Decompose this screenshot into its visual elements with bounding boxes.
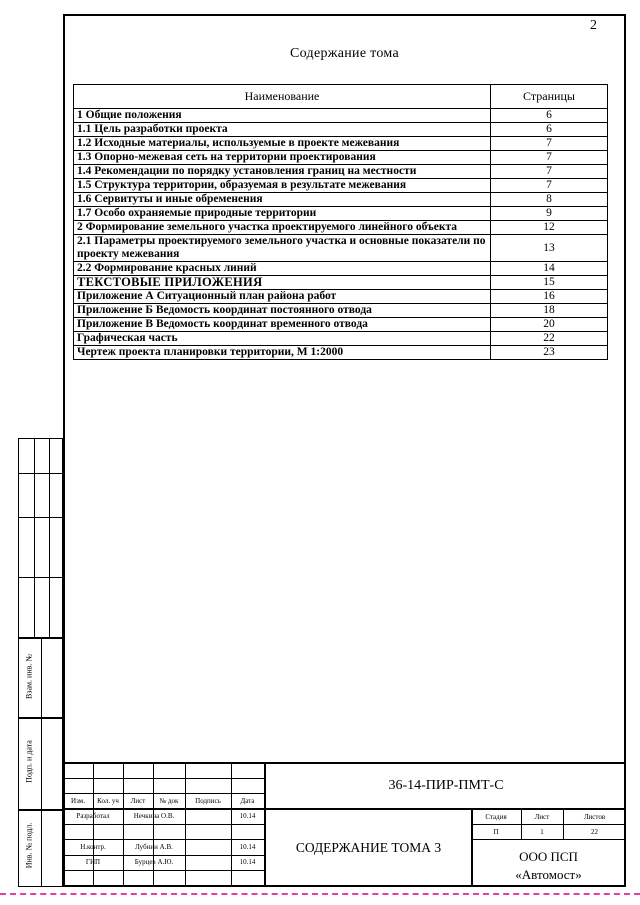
sheet-value: 1 xyxy=(540,828,544,836)
section-title: 1.2 Исходные материалы, используемые в проекте межевания xyxy=(74,137,491,151)
section-page: 7 xyxy=(491,165,608,179)
organization-line-2: «Автомост» xyxy=(515,867,582,882)
table-row xyxy=(74,221,608,235)
binding-stamp-blank-upper xyxy=(18,438,63,638)
organization-name xyxy=(471,848,626,884)
role-date: 10.14 xyxy=(239,858,256,866)
table-row xyxy=(74,207,608,221)
section-page: 7 xyxy=(491,151,608,165)
header-list: Лист xyxy=(130,797,146,805)
contents-table xyxy=(73,84,608,360)
section-title: Чертеж проекта планировки территории, М 1:2000 xyxy=(74,346,491,360)
role-label: Н.контр. xyxy=(80,843,106,851)
table-row xyxy=(74,290,608,304)
section-page: 14 xyxy=(491,262,608,276)
section-page: 9 xyxy=(491,207,608,221)
table-row xyxy=(74,304,608,318)
section-title: 1.1 Цель разработки проекта xyxy=(74,123,491,137)
header-kol-uch: Кол. уч xyxy=(97,797,119,805)
section-title: Приложение В Ведомость координат временного отвода xyxy=(74,318,491,332)
table-row xyxy=(74,346,608,360)
section-title: 1.6 Сервитуты и иные обременения xyxy=(74,193,491,207)
cut-line xyxy=(0,893,640,895)
section-title: 2.1 Параметры проектируемого земельного участка и основные показатели по проекту межевания xyxy=(74,235,491,262)
table-row xyxy=(74,318,608,332)
section-title: 1 Общие положения xyxy=(74,109,491,123)
section-page: 18 xyxy=(491,304,608,318)
table-row xyxy=(74,235,608,262)
column-header-name: Наименование xyxy=(74,85,491,109)
sheets-label: Листов xyxy=(583,813,606,821)
section-page: 13 xyxy=(491,235,608,262)
role-date: 10.14 xyxy=(239,812,256,820)
table-row xyxy=(74,193,608,207)
table-row xyxy=(74,109,608,123)
podp-data-label: Подп. и дата xyxy=(24,740,34,783)
section-page: 12 xyxy=(491,221,608,235)
section-page: 8 xyxy=(491,193,608,207)
role-label: Разработал xyxy=(76,812,110,820)
contents-table-body xyxy=(74,109,608,360)
header-doc-number: № док xyxy=(159,797,179,805)
section-title: 1.3 Опорно-межевая сеть на территории проектирования xyxy=(74,151,491,165)
table-row xyxy=(74,151,608,165)
section-page: 6 xyxy=(491,123,608,137)
section-page: 6 xyxy=(491,109,608,123)
table-row xyxy=(74,179,608,193)
role-person: Нечкина О.В. xyxy=(133,812,175,820)
page-number: 2 xyxy=(590,18,597,33)
page-title: Содержание тома xyxy=(289,46,399,61)
section-title: Приложение А Ситуационный план района работ xyxy=(74,290,491,304)
organization-line-1: ООО ПСП xyxy=(519,849,578,864)
inv-podl-label: Инв. № подл. xyxy=(24,822,34,869)
section-page: 15 xyxy=(491,276,608,290)
document-code: 36-14-ПИР-ПМТ-С xyxy=(388,778,504,793)
section-title: Приложение Б Ведомость координат постоянного отвода xyxy=(74,304,491,318)
table-row xyxy=(74,123,608,137)
section-page: 22 xyxy=(491,332,608,346)
section-title: 1.7 Особо охраняемые природные территории xyxy=(74,207,491,221)
sheet-title: СОДЕРЖАНИЕ ТОМА 3 xyxy=(295,840,442,855)
header-izm: Изм. xyxy=(71,797,85,805)
role-person: Лубнин А.В. xyxy=(135,843,173,851)
section-page: 16 xyxy=(491,290,608,304)
table-row xyxy=(74,165,608,179)
section-page: 20 xyxy=(491,318,608,332)
header-signature: Подпись xyxy=(195,797,221,805)
table-header-row xyxy=(74,85,608,109)
role-person: Бурцев А.Ю. xyxy=(134,858,174,866)
table-row xyxy=(74,276,608,290)
column-header-pages: Страницы xyxy=(491,85,608,109)
section-page: 7 xyxy=(491,179,608,193)
header-date: Дата xyxy=(240,797,255,805)
sheet-label: Лист xyxy=(534,813,550,821)
stage-value: П xyxy=(493,828,499,836)
section-title: Графическая часть xyxy=(74,332,491,346)
section-page: 23 xyxy=(491,346,608,360)
table-row xyxy=(74,137,608,151)
binding-stamp-vzam xyxy=(18,638,63,718)
section-title: 2.2 Формирование красных линий xyxy=(74,262,491,276)
section-page: 7 xyxy=(491,137,608,151)
section-title: 1.5 Структура территории, образуемая в результате межевания xyxy=(74,179,491,193)
binding-stamp-inv xyxy=(18,810,63,887)
table-row xyxy=(74,262,608,276)
vzam-inv-label: Взам. инв. № xyxy=(24,653,34,700)
binding-stamp-podp xyxy=(18,718,63,810)
section-title: 2 Формирование земельного участка проектируемого линейного объекта xyxy=(74,221,491,235)
role-date: 10.14 xyxy=(239,843,256,851)
title-block xyxy=(63,762,626,887)
sheets-value: 22 xyxy=(591,828,598,836)
section-title: ТЕКСТОВЫЕ ПРИЛОЖЕНИЯ xyxy=(74,276,491,290)
section-title: 1.4 Рекомендации по порядку установления границ на местности xyxy=(74,165,491,179)
table-row xyxy=(74,332,608,346)
role-label: ГИП xyxy=(85,858,101,866)
stage-label: Стадия xyxy=(485,813,507,821)
